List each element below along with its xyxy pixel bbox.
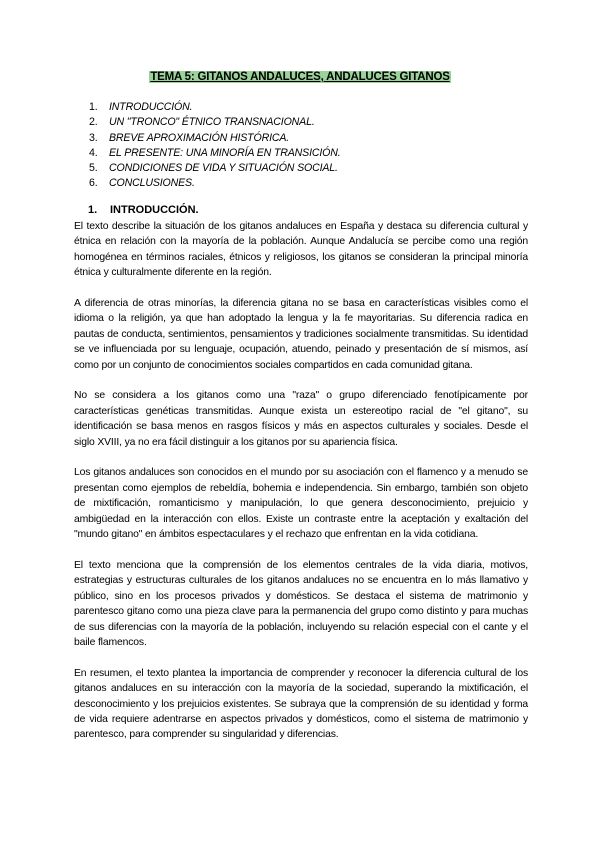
toc-item-number: 5.	[89, 162, 98, 175]
toc-item	[89, 146, 341, 161]
toc-item	[89, 131, 341, 146]
toc-item	[89, 115, 341, 130]
toc-item-label: BREVE APROXIMACIÓN HISTÓRICA.	[109, 131, 290, 144]
paragraph: A diferencia de otras minorías, la diferencia gitana no se basa en características visibles como el idioma o la religión, ya que han adoptado la lengua y la fe mayoritarias. Su diferencia radica en pautas de conducta, sentimientos, pensamientos y tradiciones socialmente transmitidas. Su identidad se ve influenciada por su lenguaje, ocupación, atuendo, peinado y presentación de sí mismos, así como por un conjunto de conocimientos sociales compartidos en cada comunidad gitana.	[74, 298, 528, 371]
section-heading-number: 1.	[88, 204, 98, 216]
section-heading	[88, 204, 199, 216]
toc-item	[89, 176, 341, 191]
paragraph: El texto describe la situación de los gitanos andaluces en España y destaca su diferencia cultural y étnica en relación con la mayoría de la población. Aunque Andalucía se percibe como una región homogénea en términos raciales, étnicos y religiosos, los gitanos se consideran la principal minoría étnica y culturalmente diferente en la región.	[74, 221, 528, 279]
paragraph: En resumen, el texto plantea la importancia de comprender y reconocer la diferencia cultural de los gitanos andaluces en su interacción con la mayoría de la sociedad, superando la mixtificación, el desconocimiento y los prejuicios existentes. Se subraya que la comprensión de su identidad y forma de vida requiere adentrarse en aspectos privados y domésticos, como el sistema de matrimonio y parentesco, para comprender su singularidad y diferencias.	[74, 667, 528, 741]
section-heading-text: INTRODUCCIÓN.	[110, 204, 199, 216]
toc-item-label: EL PRESENTE: UNA MINORÍA EN TRANSICIÓN.	[109, 146, 341, 159]
document-body	[74, 219, 528, 758]
document-title-text: TEMA 5: GITANOS ANDALUCES, ANDALUCES GITANOS	[150, 71, 450, 83]
toc-item-label: UN "TRONCO" ÉTNICO TRANSNACIONAL.	[109, 116, 315, 129]
toc-item-number: 3.	[89, 131, 98, 144]
document-title	[0, 71, 600, 83]
toc-item-label: CONCLUSIONES.	[109, 177, 195, 190]
toc-item-label: CONDICIONES DE VIDA Y SITUACIÓN SOCIAL.	[109, 162, 338, 175]
toc-item-number: 2.	[89, 116, 98, 129]
paragraph: No se considera a los gitanos como una "raza" o grupo diferenciado fenotípicamente por características genéticas transmitidas. Aunque exista un estereotipo racial de "el gitano", su identificación se basa menos en rasgos físicos y más en aspectos culturales y sociales. Desde el siglo XVIII, ya no era fácil distinguir a los gitanos por su apariencia física.	[74, 390, 528, 448]
toc-item	[89, 100, 341, 115]
toc-item	[89, 161, 341, 176]
toc-item-number: 1.	[89, 101, 98, 113]
paragraph: El texto menciona que la comprensión de los elementos centrales de la vida diaria, motivos, estrategias y estructuras culturales de los gitanos andaluces no se encuentra en lo más llamativo y público, sino en los procesos privados y domésticos. Se destaca el sistema de matrimonio y parentesco gitano como una pieza clave para la permanencia del grupo como distinto y para muchas de sus diferencias con la mayoría de la población, incluyendo su relación especial con el cante y el baile flamencos.	[74, 559, 528, 648]
table-of-contents	[89, 100, 341, 192]
toc-item-number: 6.	[89, 177, 98, 190]
toc-item-label: INTRODUCCIÓN.	[109, 101, 193, 113]
paragraph: Los gitanos andaluces son conocidos en el mundo por su asociación con el flamenco y a menudo se presentan como ejemplos de rebeldía, bohemia e independencia. Sin embargo, también son objeto de mixtificación, romanticismo y manipulación, lo que genera desconocimiento, prejuicio y ambigüedad en la interacción con ellos. Existe un contraste entre la aceptación y exaltación del "mundo gitano" en ámbitos espectaculares y el rechazo que enfrentan en la vida cotidiana.	[74, 467, 528, 541]
toc-item-number: 4.	[89, 146, 98, 159]
